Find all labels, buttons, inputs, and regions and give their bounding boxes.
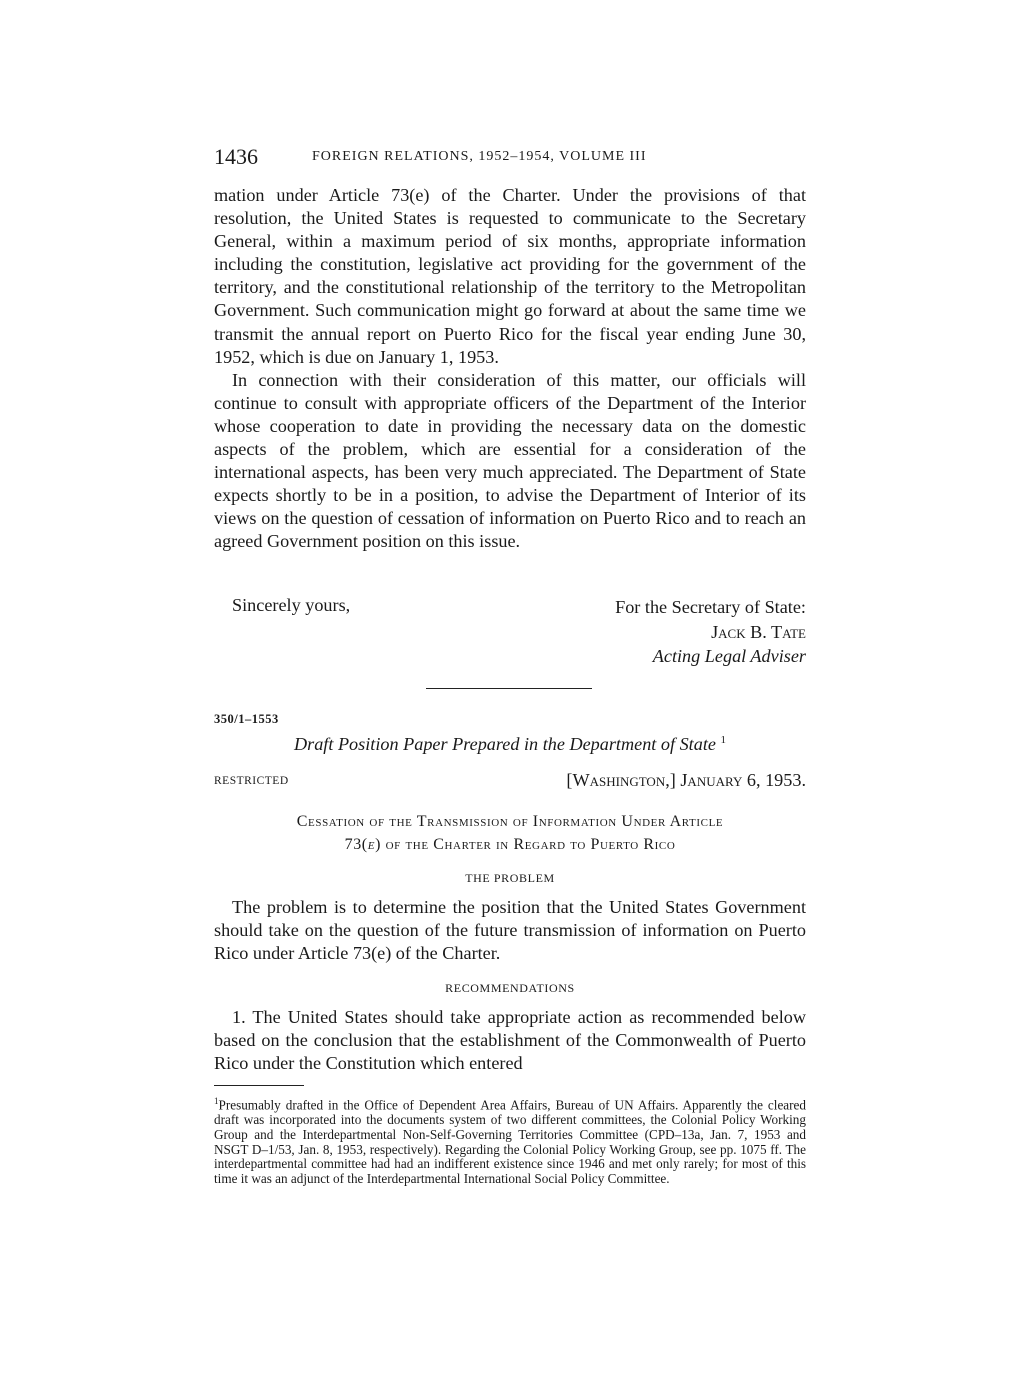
subject-heading: [214, 810, 806, 856]
letter-body: [214, 184, 806, 554]
subject-line-2-italic: e: [367, 836, 376, 853]
place-date-text: [Washington,] January 6, 1953.: [566, 770, 806, 790]
classification: RESTRICTED: [214, 775, 289, 787]
file-number: 350/1–1553: [214, 712, 279, 726]
page-header: [214, 144, 814, 174]
document-title: [214, 734, 806, 755]
subject-line-2: [214, 833, 806, 856]
subject-line-1: Cessation of the Transmission of Information Under Article: [296, 813, 724, 830]
recommendations-heading: RECOMMENDATIONS: [445, 981, 575, 995]
signature-block: [480, 595, 806, 669]
signer-name: Jack B. Tate: [711, 621, 806, 642]
subject-line-2-prefix: 73(: [344, 836, 368, 853]
footnote-text: Presumably drafted in the Office of Dependent Area Affairs, Bureau of UN Affairs. Apparently the cleared draft was incorporated into the documents system of two different committees, the Colonial Policy Working Group and the Interdepartmental Non-Self-Governing Territories Committee (CPD–13a, Jan. 7, 1953 and NSGT D–1/53, Jan. 8, 1953, respectively). Regarding the Colonial Policy Working Group, see pp. 1075 ff. The interdepartmental committee had had an indifferent existence since 1946 and met only rarely; for most of this time it was an adjunct of the Interdepartmental International Social Policy Committee.: [214, 1097, 806, 1186]
document-title-text: Draft Position Paper Prepared in the Department of State: [293, 734, 716, 755]
problem-heading: THE PROBLEM: [465, 871, 555, 885]
footnote-ref: 1: [720, 734, 726, 746]
footnote-marker: 1: [214, 1096, 219, 1106]
signature-for: For the Secretary of State:: [615, 597, 806, 617]
signer-title: Acting Legal Adviser: [652, 646, 806, 666]
place-date: [480, 770, 806, 791]
recommendation-1: 1. The United States should take appropriate action as recommended below based on the conclusion that the establishment of the Commonwealth of Puerto Rico under the Constitution which entered: [214, 1007, 806, 1074]
letter-paragraph-2: In connection with their consideration of this matter, our officials will continue to consult with appropriate officers of the Department of the Interior whose cooperation to date in providing the necessary data on the domestic aspects of the problem, which are essential for a consideration of the international aspects, has been very much appreciated. The Department of State expects shortly to be in a position, to advise the Department of Interior of its views on the question of cessation of information on Puerto Rico and to reach an agreed Government position on this issue.: [214, 369, 806, 552]
letter-paragraph-1: mation under Article 73(e) of the Charter. Under the provisions of that resolution, the United States is requested to communicate to the Secretary General, within a maximum period of six months, appropriate information including the constitution, legislative act providing for the government of the territory, and the constitutional relationship of the territory to the Metropolitan Government. Such communication might go forward at about the same time we transmit the annual report on Puerto Rico for the fiscal year ending June 30, 1952, which is due on January 1, 1953.: [214, 185, 806, 367]
letter-closing: Sincerely yours,: [232, 595, 351, 615]
section-divider: [426, 688, 592, 689]
running-head: FOREIGN RELATIONS, 1952–1954, VOLUME III: [312, 149, 647, 164]
page-number: 1436: [214, 144, 258, 169]
footnote-rule: [214, 1085, 304, 1086]
problem-text: The problem is to determine the position that the United States Government should take on the question of the future transmission of information on Puerto Rico under Article 73(e) of the Charter.: [214, 897, 806, 964]
subject-line-2-suffix: ) of the Charter in Regard to Puerto Rico: [375, 836, 676, 853]
footnote: [214, 1094, 806, 1187]
